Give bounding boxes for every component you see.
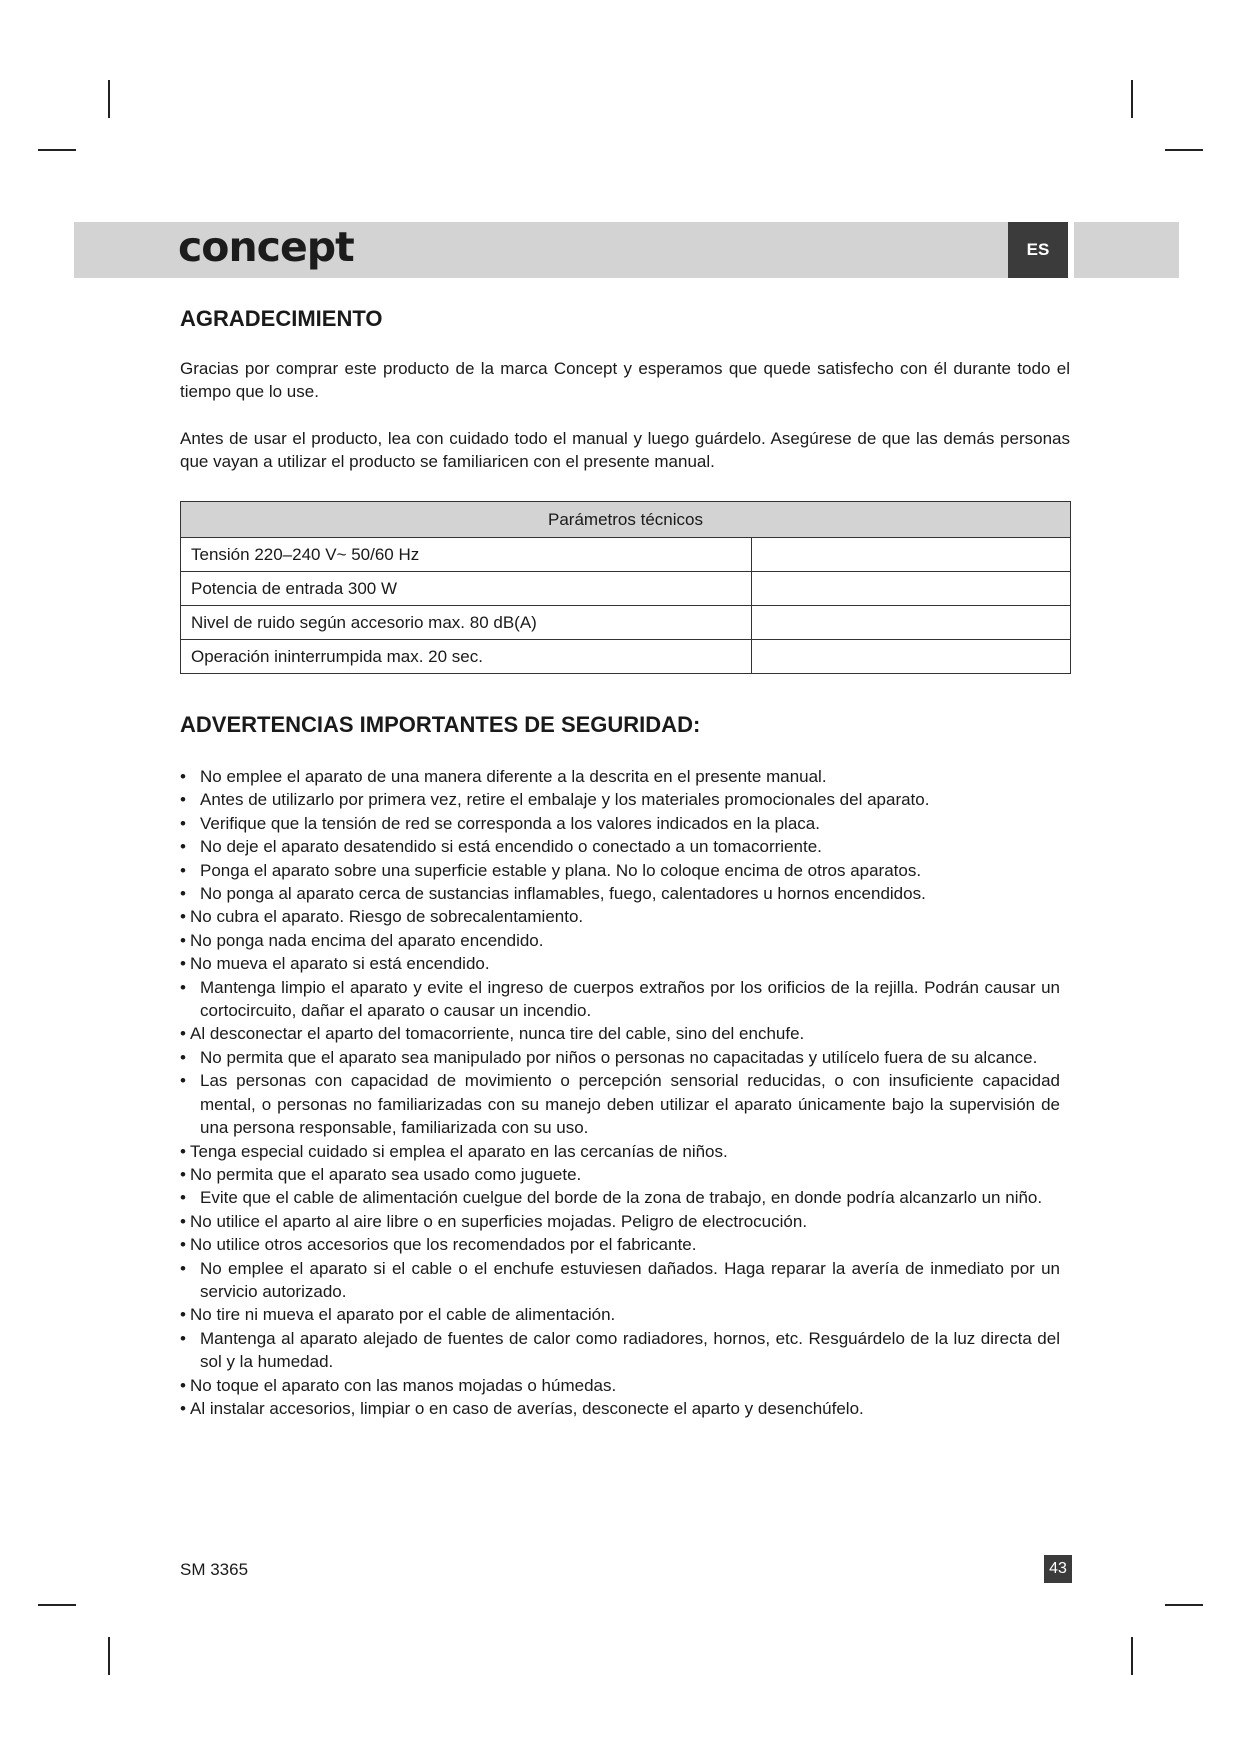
tech-value-cell <box>752 572 1071 606</box>
brand-logo: concept <box>178 223 354 271</box>
crop-mark <box>108 1637 110 1675</box>
instructions-paragraph: Antes de usar el producto, lea con cuidado todo el manual y luego guárdelo. Asegúrese de que las demás personas que vayan a utilizar el producto se familiaricen con el presente manual. <box>180 429 1070 471</box>
tech-params-header: Parámetros técnicos <box>181 502 1071 538</box>
crop-mark <box>1131 1637 1133 1675</box>
table-row <box>181 572 1071 606</box>
model-number: SM 3365 <box>180 1560 249 1579</box>
tech-params-table <box>180 501 1071 674</box>
thanks-title: AGRADECIMIENTO <box>180 306 383 331</box>
list-item: • Ponga el aparato sobre una superficie estable y plana. No lo coloque encima de otros aparatos. <box>180 859 1060 882</box>
crop-mark <box>1165 149 1203 151</box>
list-item: • Al instalar accesorios, limpiar o en caso de averías, desconecte el aparto y desenchúfelo. <box>180 1397 1060 1420</box>
list-item: • No ponga nada encima del aparato encendido. <box>180 929 1060 952</box>
list-item: • Mantenga limpio el aparato y evite el ingreso de cuerpos extraños por los orificios de la rejilla. Podrán causar un cortocircuito, dañar el aparato o causar un incendio. <box>180 976 1060 1023</box>
language-badge: ES <box>1008 222 1068 278</box>
header-divider <box>1068 222 1074 278</box>
crop-mark <box>1131 80 1133 118</box>
tech-value-cell <box>752 538 1071 572</box>
tech-param: Potencia de entrada 300 W <box>181 572 752 606</box>
tech-param: Nivel de ruido según accesorio max. 80 dB(A) <box>181 606 752 640</box>
tech-param: Operación ininterrumpida max. 20 sec. <box>181 640 752 674</box>
tech-value-cell <box>752 606 1071 640</box>
list-item: • Verifique que la tensión de red se corresponda a los valores indicados en la placa. <box>180 812 1060 835</box>
list-item: • No cubra el aparato. Riesgo de sobrecalentamiento. <box>180 905 1060 928</box>
crop-mark <box>38 1604 76 1606</box>
safety-list <box>180 765 1060 1420</box>
tech-value-cell <box>752 640 1071 674</box>
list-item: • No permita que el aparato sea usado como juguete. <box>180 1163 1060 1186</box>
safety-title: ADVERTENCIAS IMPORTANTES DE SEGURIDAD: <box>180 712 701 737</box>
list-item: • No permita que el aparato sea manipulado por niños o personas no capacitadas y utilícelo fuera de su alcance. <box>180 1046 1060 1069</box>
list-item: • Mantenga al aparato alejado de fuentes de calor como radiadores, hornos, etc. Resguárdelo de la luz directa del sol y la humedad. <box>180 1327 1060 1374</box>
list-item: • No utilice otros accesorios que los recomendados por el fabricante. <box>180 1233 1060 1256</box>
list-item: • Antes de utilizarlo por primera vez, retire el embalaje y los materiales promocionales del aparato. <box>180 788 1060 811</box>
crop-mark <box>1165 1604 1203 1606</box>
list-item: • No utilice el aparto al aire libre o en superficies mojadas. Peligro de electrocución. <box>180 1210 1060 1233</box>
crop-mark <box>108 80 110 118</box>
list-item: • Al desconectar el aparto del tomacorriente, nunca tire del cable, sino del enchufe. <box>180 1022 1060 1045</box>
list-item: • Evite que el cable de alimentación cuelgue del borde de la zona de trabajo, en donde podría alcanzarlo un niño. <box>180 1186 1060 1209</box>
thanks-paragraph: Gracias por comprar este producto de la marca Concept y esperamos que quede satisfecho con él durante todo el tiempo que lo use. <box>180 359 1070 401</box>
list-item: • No toque el aparato con las manos mojadas o húmedas. <box>180 1374 1060 1397</box>
crop-mark <box>38 149 76 151</box>
list-item: • No mueva el aparato si está encendido. <box>180 952 1060 975</box>
list-item: • No emplee el aparato de una manera diferente a la descrita en el presente manual. <box>180 765 1060 788</box>
list-item: • No ponga al aparato cerca de sustancias inflamables, fuego, calentadores u hornos encendidos. <box>180 882 1060 905</box>
list-item: • No deje el aparato desatendido si está encendido o conectado a un tomacorriente. <box>180 835 1060 858</box>
list-item: • Las personas con capacidad de movimiento o percepción sensorial reducidas, o con insuficiente capacidad mental, o personas no familiarizadas con su manejo deben utilizar el aparato únicamente bajo la supervisión de una persona responsable, familiarizada con su uso. <box>180 1069 1060 1139</box>
list-item: • No emplee el aparato si el cable o el enchufe estuviesen dañados. Haga reparar la avería de inmediato por un servicio autorizado. <box>180 1257 1060 1304</box>
page-number: 43 <box>1044 1555 1072 1583</box>
table-row <box>181 640 1071 674</box>
list-item: • Tenga especial cuidado si emplea el aparato en las cercanías de niños. <box>180 1140 1060 1163</box>
tech-param: Tensión 220–240 V~ 50/60 Hz <box>181 538 752 572</box>
table-row <box>181 606 1071 640</box>
list-item: • No tire ni mueva el aparato por el cable de alimentación. <box>180 1303 1060 1326</box>
table-row <box>181 538 1071 572</box>
